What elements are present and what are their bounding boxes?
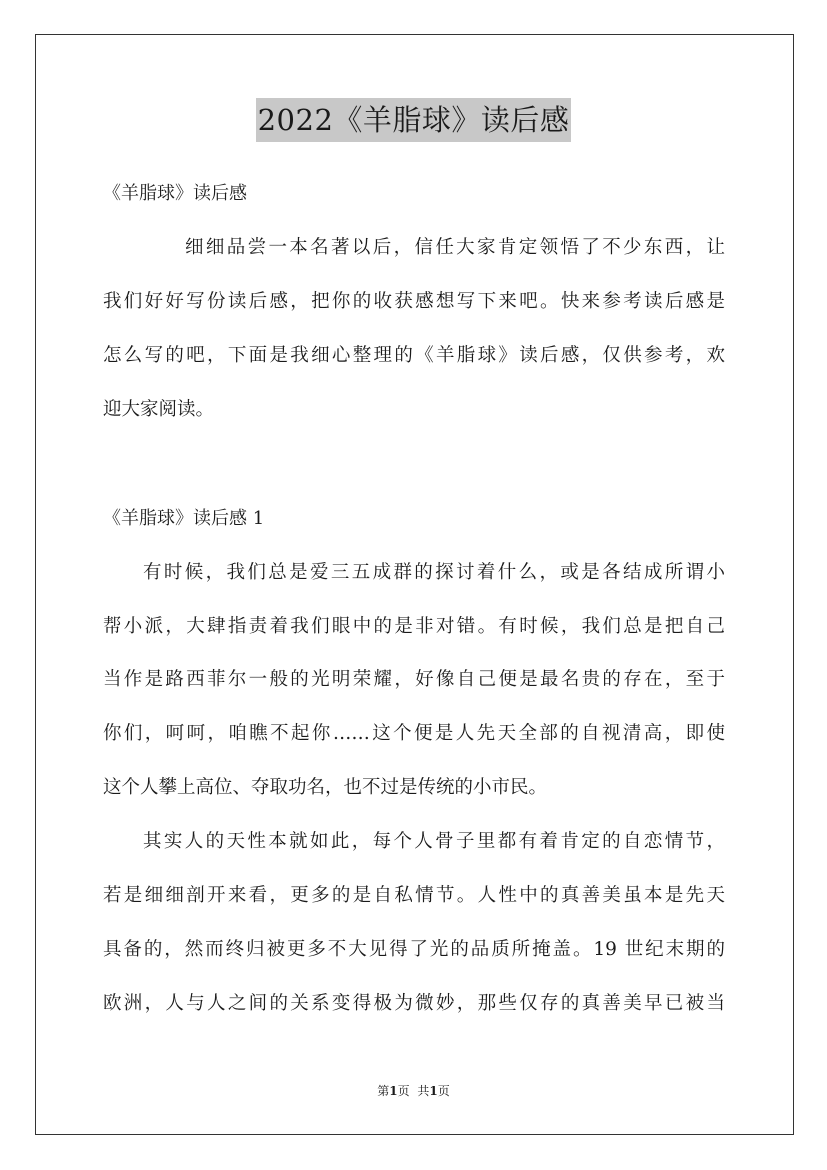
total-suffix: 页 — [437, 1084, 450, 1098]
section-heading: 《羊脂球》读后感 1 — [103, 508, 265, 529]
document-title: 2022《羊脂球》读后感 — [256, 98, 572, 142]
page-suffix: 页 — [397, 1084, 410, 1098]
intro-line: 细细品尝一本名著以后，信任大家肯定领悟了不少东西，让 — [185, 237, 725, 258]
paragraph-line: 具备的，然而终归被更多不大见得了光的品质所掩盖。19 世纪末期的 — [103, 939, 725, 960]
paragraph-line: 帮小派，大肆指责着我们眼中的是非对错。有时候，我们总是把自己 — [103, 616, 725, 637]
intro-line: 迎大家阅读。 — [103, 399, 215, 420]
title-container — [0, 98, 827, 142]
page-prefix: 第 — [377, 1084, 390, 1098]
total-prefix: 共 — [417, 1084, 430, 1098]
page-number: 1 — [389, 1084, 398, 1098]
paragraph-line: 当作是路西菲尔一般的光明荣耀，好像自己便是最名贵的存在，至于 — [103, 669, 725, 690]
total-pages: 1 — [429, 1084, 438, 1098]
subtitle: 《羊脂球》读后感 — [103, 183, 247, 204]
paragraph-line: 有时候，我们总是爱三五成群的探讨着什么，或是各结成所谓小 — [143, 562, 725, 583]
page-footer — [0, 1082, 827, 1100]
paragraph-line: 你们，呵呵，咱瞧不起你……这个便是人先天全部的自视清高，即使 — [103, 723, 725, 744]
paragraph-line: 若是细细剖开来看，更多的是自私情节。人性中的真善美虽本是先天 — [103, 885, 725, 906]
intro-line: 我们好好写份读后感，把你的收获感想写下来吧。快来参考读后感是 — [103, 291, 725, 312]
paragraph-line: 欧洲，人与人之间的关系变得极为微妙，那些仅存的真善美早已被当 — [103, 993, 725, 1014]
paragraph-line: 其实人的天性本就如此，每个人骨子里都有着肯定的自恋情节， — [143, 831, 725, 852]
paragraph-line: 这个人攀上高位、夺取功名，也不过是传统的小市民。 — [103, 777, 548, 798]
intro-line: 怎么写的吧，下面是我细心整理的《羊脂球》读后感，仅供参考，欢 — [103, 345, 725, 366]
